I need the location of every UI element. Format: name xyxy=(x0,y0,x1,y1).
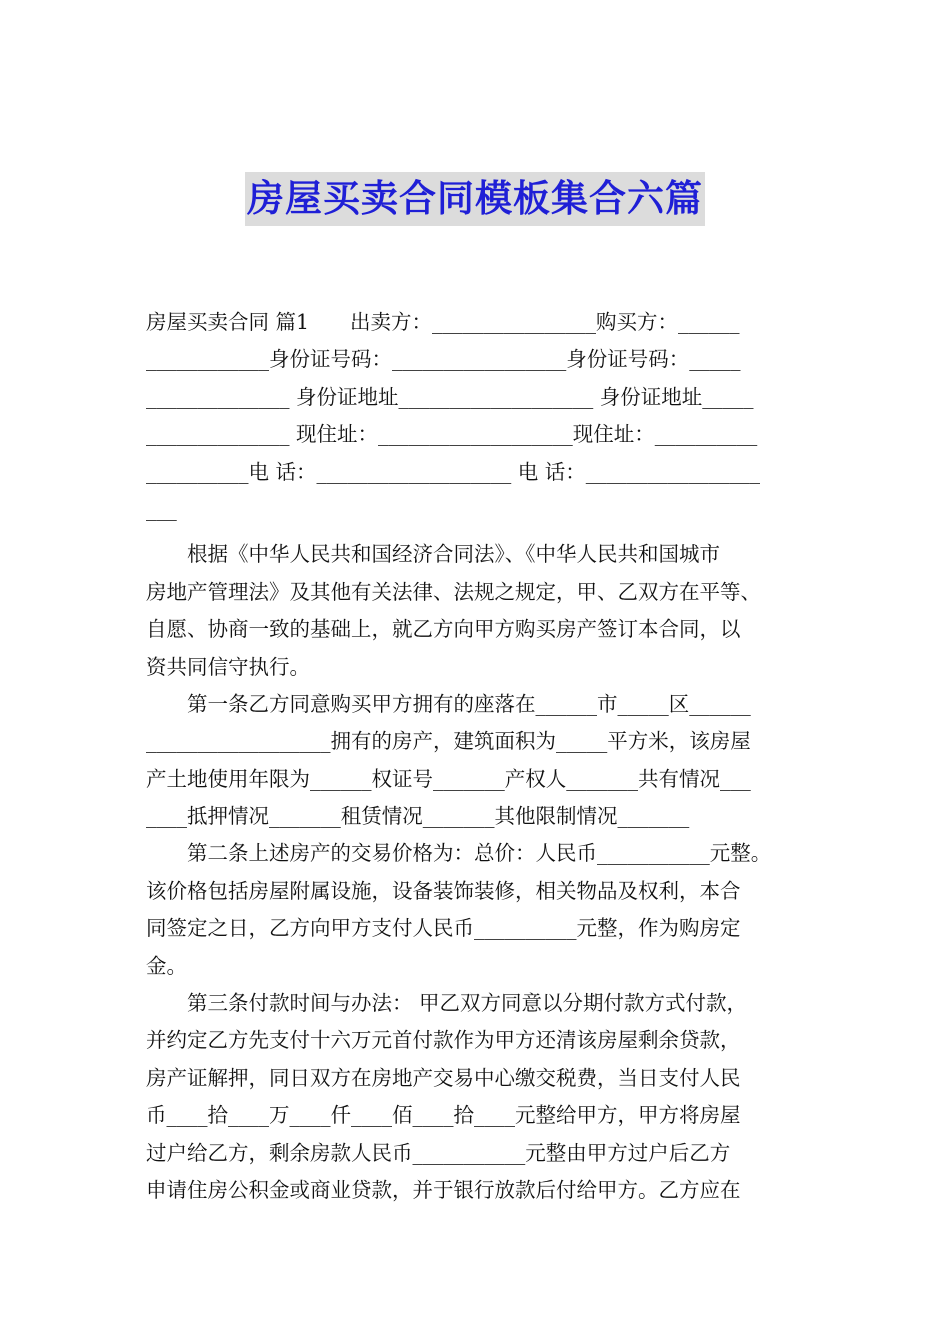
text-line: 同签定之日，乙方向甲方支付人民币__________元整，作为购房定 xyxy=(146,916,741,941)
text-line: ____抵押情况_______租赁情况_______其他限制情况_______ xyxy=(146,804,690,829)
text-line: __________________拥有的房产，建筑面积为_____平方米，该房屋 xyxy=(146,729,751,754)
text-line: ___ xyxy=(146,496,177,521)
text-line: ____________身份证号码：_________________身份证号码：_____ xyxy=(146,347,741,372)
text-line: ______________ 身份证地址___________________ 身份证地址_____ xyxy=(146,384,754,409)
text-line: 并约定乙方先支付十六万元首付款作为甲方还清该房屋剩余贷款， xyxy=(146,1028,741,1053)
text-line: 产土地使用年限为______权证号_______产权人_______共有情况___ xyxy=(146,766,751,791)
text-line: 金。 xyxy=(146,953,187,978)
spacer xyxy=(146,528,811,536)
text-line: 房地产管理法》及其他有关法律、法规之规定，甲、乙双方在平等、 xyxy=(146,579,761,604)
text-line: 根据《中华人民共和国经济合同法》、《中华人民共和国城市 xyxy=(146,542,720,567)
document-body xyxy=(146,304,811,1209)
document-title: 房屋买卖合同模板集合六篇 xyxy=(245,172,705,226)
text-line: 第三条付款时间与办法： 甲乙双方同意以分期付款方式付款， xyxy=(146,991,748,1016)
text-line: 过户给乙方，剩余房款人民币___________元整由甲方过户后乙方 xyxy=(146,1140,731,1165)
text-line: 自愿、协商一致的基础上，就乙方向甲方购买房产签订本合同，以 xyxy=(146,617,741,642)
text-line: 第二条上述房产的交易价格为：总价：人民币___________元整。 xyxy=(146,841,772,866)
text-line: 资共同信守执行。 xyxy=(146,654,310,679)
text-line: __________电 话：___________________ 电 话：_________________ xyxy=(146,459,761,484)
text-line: 房屋买卖合同 篇1 出卖方：________________购买方：______ xyxy=(146,310,740,334)
text-line: ______________ 现住址：___________________现住址：__________ xyxy=(146,422,758,447)
text-line: 申请住房公积金或商业贷款，并于银行放款后付给甲方。乙方应在 xyxy=(146,1177,741,1202)
text-line: 房产证解押，同日双方在房地产交易中心缴交税费，当日支付人民 xyxy=(146,1065,741,1090)
text-line: 币____拾____万____仟____佰____拾____元整给甲方，甲方将房屋 xyxy=(146,1103,741,1128)
text-line: 第一条乙方同意购买甲方拥有的座落在______市_____区______ xyxy=(146,691,751,716)
title-container xyxy=(0,172,950,226)
text-line: 该价格包括房屋附属设施，设备装饰装修，相关物品及权利，本合 xyxy=(146,878,741,903)
